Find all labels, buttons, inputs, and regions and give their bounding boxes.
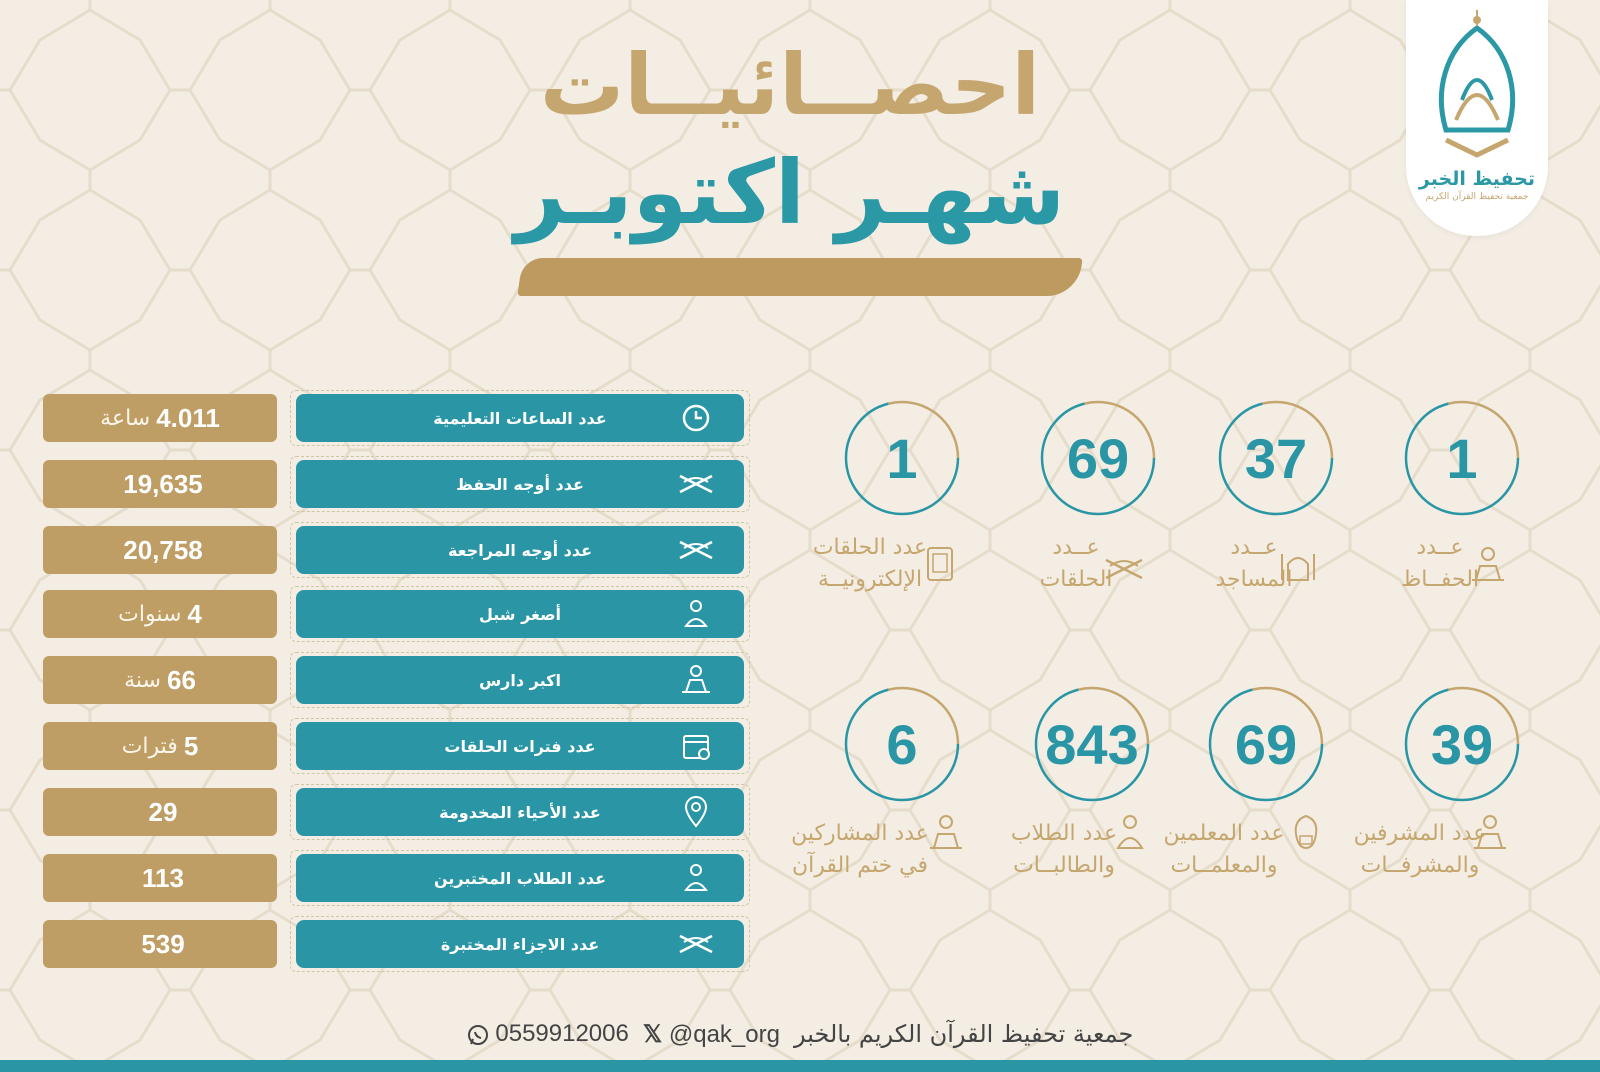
circle-stats — [770, 392, 1570, 892]
list-item — [0, 392, 760, 446]
supervisor-icon — [1470, 812, 1510, 852]
list-label: عدد أوجه المراجعة — [296, 526, 744, 574]
child-reader-icon — [676, 598, 716, 630]
logo-name: تحفيظ الخبر — [1418, 168, 1536, 190]
list-item — [0, 720, 760, 774]
stat-value: 69 — [1066, 426, 1130, 490]
list-item — [0, 852, 760, 906]
list-label: عدد الأحياء المخدومة — [296, 788, 744, 836]
page-subtitle: شهـر اكتوبـر — [514, 141, 1066, 244]
stat-card — [791, 682, 1000, 892]
stat-card — [1164, 682, 1364, 892]
quran-stand-icon — [676, 534, 716, 566]
location-pin-icon — [676, 796, 716, 828]
stat-card — [1360, 396, 1560, 606]
logo-tagline: جمعية تحفيظ القرآن الكريم — [1425, 192, 1529, 202]
stat-label: عدد المعلمين والمعلمــات — [1163, 821, 1285, 878]
list-item — [0, 524, 760, 578]
list-label: عدد الطلاب المختبرين — [296, 854, 744, 902]
list-value: 20,758 — [43, 526, 277, 574]
stats-list — [0, 392, 760, 992]
list-label: عدد الاجزاء المختبرة — [296, 920, 744, 968]
stat-card — [1174, 396, 1374, 606]
student-icon — [676, 862, 716, 894]
student-icon — [1110, 812, 1150, 852]
list-item — [0, 458, 760, 512]
tablet-icon — [920, 544, 960, 584]
list-value: 29 — [43, 788, 277, 836]
footer-org: جمعية تحفيظ القرآن الكريم بالخبر — [793, 1020, 1134, 1048]
whatsapp-icon — [467, 1024, 489, 1046]
title-underline — [517, 258, 1082, 296]
list-value: 539 — [43, 920, 277, 968]
list-item — [0, 588, 760, 642]
list-value: 5 فترات — [43, 722, 277, 770]
reader-icon — [1468, 544, 1508, 584]
stat-label: عدد الحلقات الإلكترونيــة — [812, 535, 928, 592]
list-label: عدد الساعات التعليمية — [296, 394, 744, 442]
stat-label: عــدد المساجد — [1215, 535, 1293, 592]
quran-stand-icon — [676, 468, 716, 500]
stat-label: عدد الطلاب والطالبــات — [1010, 821, 1118, 878]
stat-label: عدد المشاركين في ختم القرآن — [791, 821, 929, 878]
teacher-icon — [1286, 812, 1326, 852]
mosque-icon — [1278, 544, 1318, 584]
stat-card — [1353, 682, 1560, 892]
stat-label: عــدد الحلقات — [1039, 535, 1113, 592]
adult-reader-icon — [676, 664, 716, 696]
stat-label: عــدد الحفــاظ — [1400, 535, 1480, 592]
stat-value: 69 — [1234, 712, 1298, 776]
list-value: 113 — [43, 854, 277, 902]
clock-icon — [676, 402, 716, 434]
stat-card — [996, 396, 1196, 606]
stat-value: 1 — [886, 426, 918, 490]
stat-card — [990, 682, 1190, 892]
list-value: 4.011 ساعة — [43, 394, 277, 442]
list-value: 19,635 — [43, 460, 277, 508]
stat-value: 843 — [1045, 712, 1139, 776]
stat-value: 1 — [1446, 426, 1478, 490]
page-title: احصــائيــات — [539, 36, 1041, 134]
calendar-icon — [676, 730, 716, 762]
stat-value: 39 — [1430, 712, 1494, 776]
list-item — [0, 786, 760, 840]
stat-card — [800, 396, 1000, 606]
list-label: عدد فترات الحلقات — [296, 722, 744, 770]
footer-handle[interactable]: 𝕏 @qak_org — [642, 1020, 780, 1048]
logo-emblem-icon — [1406, 0, 1548, 170]
stat-value: 37 — [1244, 426, 1308, 490]
list-value: 4 سنوات — [43, 590, 277, 638]
footer-bar — [0, 1060, 1600, 1072]
footer-phone[interactable]: 0559912006 — [467, 1020, 629, 1048]
list-value: 66 سنة — [43, 656, 277, 704]
list-item — [0, 654, 760, 708]
list-label: أصغر شبل — [296, 590, 744, 638]
x-logo-icon: 𝕏 — [642, 1020, 663, 1048]
footer-contact — [420, 1018, 1180, 1050]
list-label: عدد أوجه الحفظ — [296, 460, 744, 508]
quran-stand-icon — [676, 928, 716, 960]
list-label: اكبر دارس — [296, 656, 744, 704]
quran-stand-icon — [1104, 546, 1144, 586]
reader-icon — [926, 812, 966, 852]
stat-value: 6 — [886, 712, 918, 776]
stat-label: عدد المشرفين والمشرفــات — [1353, 821, 1487, 878]
list-item — [0, 918, 760, 972]
